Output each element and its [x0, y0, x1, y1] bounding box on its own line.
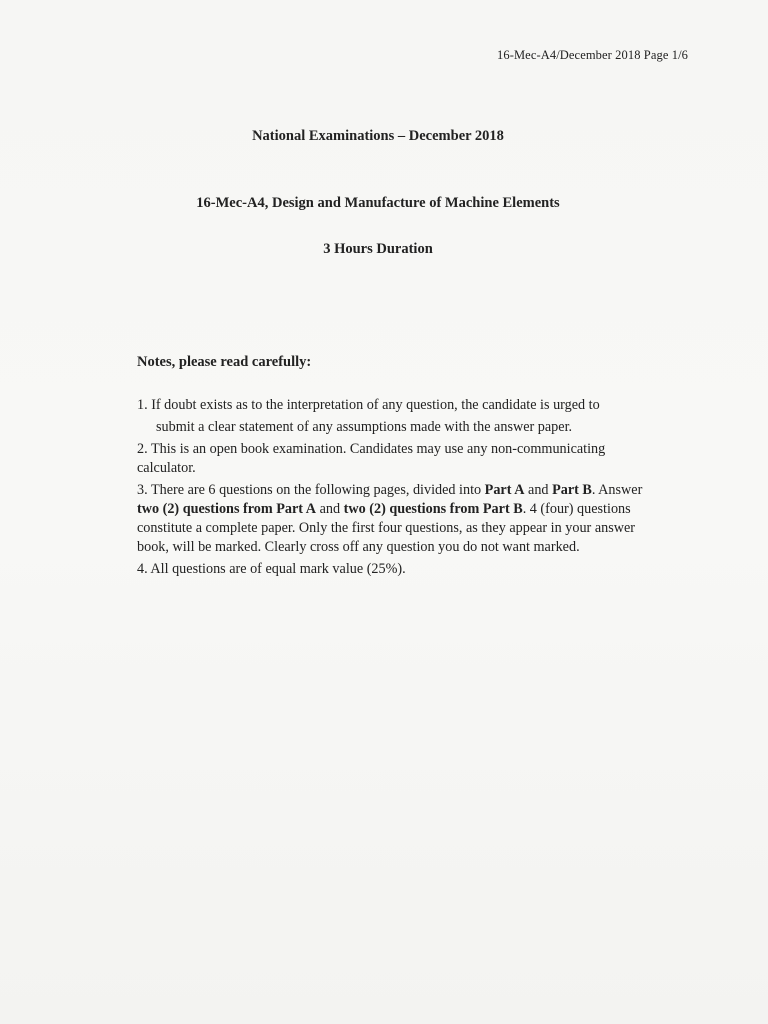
note-bold-part-b: Part B — [552, 482, 592, 498]
notes-list — [137, 396, 657, 582]
exam-title: National Examinations – December 2018 — [252, 128, 504, 144]
note-text-continued: submit a clear statement of any assumptions made with the answer paper. — [156, 419, 573, 435]
note-text: and — [316, 501, 344, 517]
note-number: 1. — [137, 397, 148, 413]
note-text: All questions are of equal mark value (25%). — [150, 561, 406, 577]
page-reference: 16-Mec-A4/December 2018 Page 1/6 — [497, 48, 688, 62]
note-text: . Answer — [591, 482, 643, 498]
note-bold-part-a: Part A — [484, 482, 525, 498]
note-text: . 4 (four) questions constitute a complete paper. Only the first four questions, as they appear in your answer book, will be marked. Clearly cross off any question you do not want marked. — [137, 501, 635, 555]
note-bold-two-from-a: two (2) questions from Part A — [137, 501, 317, 517]
note-text: If doubt exists as to the interpretation of any question, the candidate is urged to — [151, 397, 600, 413]
note-bold-two-from-b: two (2) questions from Part B — [343, 501, 523, 517]
note-item-3 — [137, 481, 657, 557]
note-text: and — [524, 482, 553, 498]
note-item-2 — [137, 440, 657, 478]
duration-title: 3 Hours Duration — [323, 241, 433, 257]
note-text: There are 6 questions on the following pages, divided into — [150, 482, 485, 498]
note-number: 2. — [137, 441, 148, 457]
note-number: 4. — [137, 561, 148, 577]
note-text: This is an open book examination. Candidates may use any non-communicating calculator. — [137, 441, 606, 476]
course-title: 16-Mec-A4, Design and Manufacture of Machine Elements — [196, 195, 560, 211]
notes-heading: Notes, please read carefully: — [137, 354, 312, 370]
note-item-1 — [137, 396, 657, 437]
note-item-4 — [137, 560, 657, 579]
note-number: 3. — [137, 482, 148, 498]
